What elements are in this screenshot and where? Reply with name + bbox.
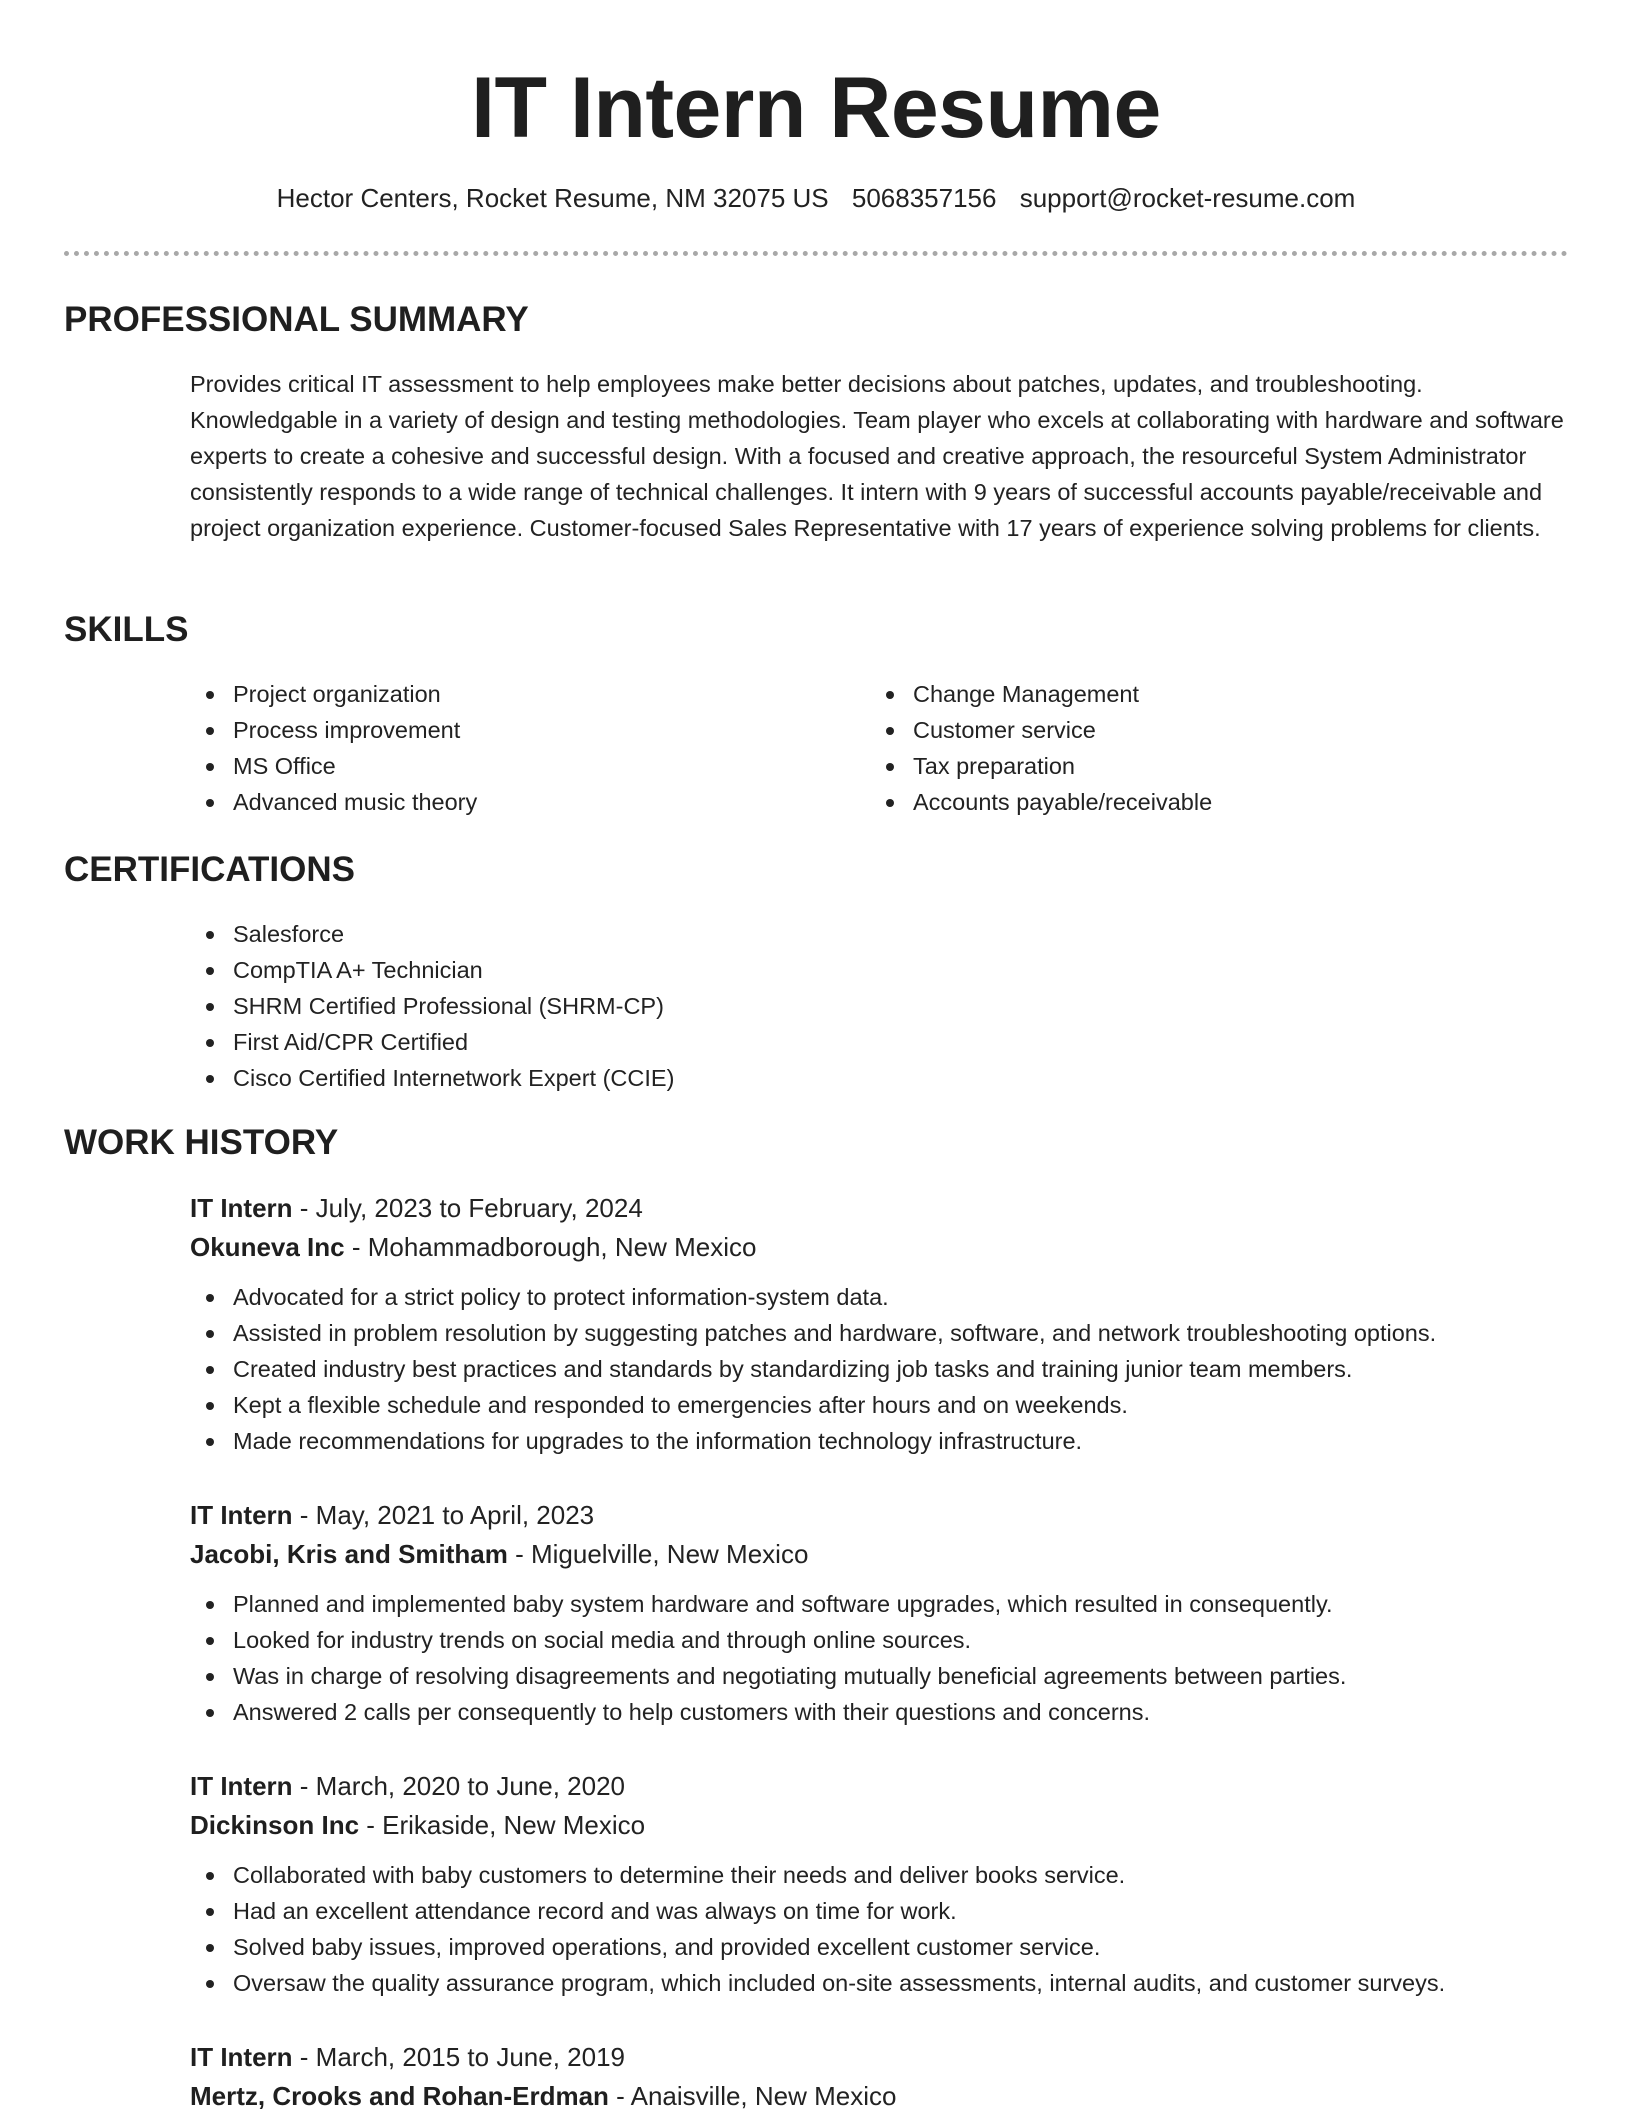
job-title-line [190,1496,1592,1535]
job-bullets [190,1586,1592,1730]
list-item: Advanced music theory [190,784,810,820]
job-company-line [190,1535,1592,1574]
list-item: MS Office [190,748,810,784]
work-history-heading: WORK HISTORY [64,1123,339,1162]
job-entry [190,1189,1592,1459]
job-dates: - March, 2020 to June, 2020 [292,1771,625,1801]
list-item: First Aid/CPR Certified [190,1024,1090,1060]
job-company: Okuneva Inc [190,1232,345,1262]
job-dates: - May, 2021 to April, 2023 [292,1500,595,1530]
summary-heading: PROFESSIONAL SUMMARY [64,300,529,339]
job-company: Mertz, Crooks and Rohan-Erdman [190,2081,609,2111]
list-item: Kept a flexible schedule and responded to emergencies after hours and on weekends. [190,1387,1592,1423]
list-item: Made recommendations for upgrades to the information technology infrastructure. [190,1423,1592,1459]
list-item: Advocated for a strict policy to protect information-system data. [190,1279,1592,1315]
list-item: Project organization [190,676,810,712]
list-item: Planned and implemented baby system hardware and software upgrades, which resulted in consequently. [190,1586,1592,1622]
list-item: Assisted in problem resolution by suggesting patches and hardware, software, and network troubleshooting options. [190,1315,1592,1351]
job-title: IT Intern [190,1771,293,1801]
list-item: SHRM Certified Professional (SHRM-CP) [190,988,1090,1024]
job-location: - Anaisville, New Mexico [608,2081,897,2111]
job-company: Dickinson Inc [190,1810,360,1840]
job-company-line [190,2077,1592,2116]
job-company-line [190,1228,1592,1267]
certifications-list [190,916,1090,1096]
job-entry [190,2038,1592,2116]
header-divider [64,251,1568,256]
job-title-line [190,1767,1592,1806]
list-item: Customer service [870,712,1490,748]
list-item: Tax preparation [870,748,1490,784]
list-item: Process improvement [190,712,810,748]
job-title: IT Intern [190,1500,293,1530]
job-title: IT Intern [190,2042,293,2072]
certifications-heading: CERTIFICATIONS [64,850,356,889]
list-item: Salesforce [190,916,1090,952]
list-item: Collaborated with baby customers to determine their needs and deliver books service. [190,1857,1592,1893]
list-item: Was in charge of resolving disagreements and negotiating mutually beneficial agreements between parties. [190,1658,1592,1694]
list-item: Had an excellent attendance record and was always on time for work. [190,1893,1592,1929]
job-title-line [190,2038,1592,2077]
job-bullets [190,1857,1592,2001]
summary-text: Provides critical IT assessment to help employees make better decisions about patches, updates, and troubleshooting. Knowledgable in a variety of design and testing methodologies. Team player who excels at collaborating with hardware and software experts to create a cohesive and successful design. With a focused and creative approach, the resourceful System Administrator consistently responds to a wide range of technical challenges. It intern with 9 years of successful accounts payable/receivable and project organization experience. Customer-focused Sales Representative with 17 years of experience solving problems for clients. [190,371,1564,541]
list-item: Cisco Certified Internetwork Expert (CCIE) [190,1060,1090,1096]
job-location: - Erikaside, New Mexico [359,1810,646,1840]
list-item: Solved baby issues, improved operations, and provided excellent customer service. [190,1929,1592,1965]
list-item: Change Management [870,676,1490,712]
job-entry [190,1767,1592,2001]
contact-line [0,180,1632,216]
job-location: - Miguelville, New Mexico [507,1539,809,1569]
list-item: Accounts payable/receivable [870,784,1490,820]
job-bullets [190,1279,1592,1459]
contact-email: support@rocket-resume.com [1019,183,1356,213]
contact-phone: 5068357156 [851,183,997,213]
list-item: Oversaw the quality assurance program, which included on-site assessments, internal audits, and customer surveys. [190,1965,1592,2001]
job-entry [190,1496,1592,1730]
list-item: Created industry best practices and standards by standardizing job tasks and training junior team members. [190,1351,1592,1387]
job-title-line [190,1189,1592,1228]
skills-heading: SKILLS [64,610,189,649]
resume-title: IT Intern Resume [471,60,1161,156]
list-item: Looked for industry trends on social media and through online sources. [190,1622,1592,1658]
job-dates: - March, 2015 to June, 2019 [292,2042,625,2072]
list-item: CompTIA A+ Technician [190,952,1090,988]
job-company-line [190,1806,1592,1845]
contact-address: Hector Centers, Rocket Resume, NM 32075 US [276,183,829,213]
job-location: - Mohammadborough, New Mexico [344,1232,757,1262]
job-company: Jacobi, Kris and Smitham [190,1539,508,1569]
skills-list-left [190,676,810,820]
skills-list-right [870,676,1490,820]
list-item: Answered 2 calls per consequently to help customers with their questions and concerns. [190,1694,1592,1730]
job-dates: - July, 2023 to February, 2024 [292,1193,643,1223]
job-title: IT Intern [190,1193,293,1223]
